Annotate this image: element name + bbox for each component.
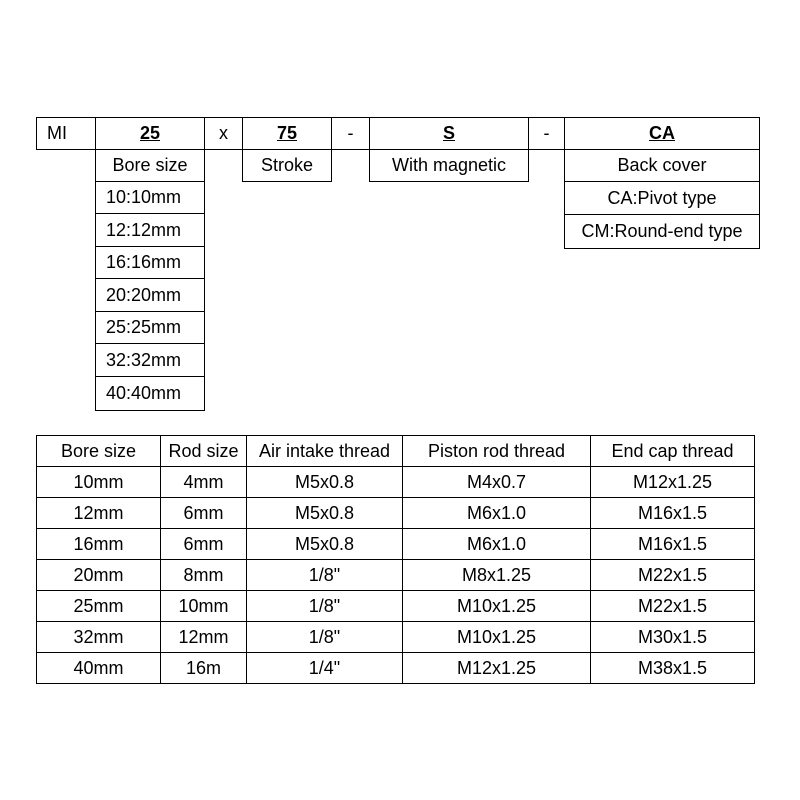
cell-rod-size: 4mm	[161, 467, 247, 498]
cell-end-cap-thread: M30x1.5	[591, 622, 755, 653]
model-x-separator: x	[204, 117, 243, 150]
bore-option: 40:40mm	[95, 376, 205, 411]
cell-air-intake-thread: M5x0.8	[247, 498, 403, 529]
cover-option-round-end: CM:Round-end type	[564, 214, 760, 249]
cell-bore-size: 32mm	[37, 622, 161, 653]
cell-air-intake-thread: 1/8"	[247, 591, 403, 622]
cell-rod-size: 10mm	[161, 591, 247, 622]
cell-end-cap-thread: M22x1.5	[591, 560, 755, 591]
cell-end-cap-thread: M16x1.5	[591, 498, 755, 529]
table-row	[37, 591, 755, 622]
bore-option: 16:16mm	[95, 246, 205, 279]
table-row	[37, 560, 755, 591]
bore-option: 20:20mm	[95, 278, 205, 312]
cell-bore-size: 12mm	[37, 498, 161, 529]
magnetic-label: With magnetic	[369, 149, 529, 182]
cell-end-cap-thread: M22x1.5	[591, 591, 755, 622]
table-row	[37, 529, 755, 560]
cell-bore-size: 40mm	[37, 653, 161, 684]
model-cover-code: CA	[564, 117, 760, 150]
bore-option: 10:10mm	[95, 181, 205, 214]
cell-end-cap-thread: M16x1.5	[591, 529, 755, 560]
spec-table-header-row	[37, 436, 755, 467]
cell-air-intake-thread: M5x0.8	[247, 529, 403, 560]
cover-option-pivot: CA:Pivot type	[564, 181, 760, 215]
col-header-piston-rod-thread: Piston rod thread	[403, 436, 591, 467]
back-cover-label: Back cover	[564, 149, 760, 182]
col-header-rod-size: Rod size	[161, 436, 247, 467]
cell-piston-rod-thread: M6x1.0	[403, 529, 591, 560]
table-row	[37, 498, 755, 529]
spec-table	[36, 435, 755, 684]
cell-piston-rod-thread: M10x1.25	[403, 622, 591, 653]
model-magnetic-code: S	[369, 117, 529, 150]
col-header-end-cap-thread: End cap thread	[591, 436, 755, 467]
col-header-bore-size: Bore size	[37, 436, 161, 467]
cell-end-cap-thread: M12x1.25	[591, 467, 755, 498]
cell-piston-rod-thread: M10x1.25	[403, 591, 591, 622]
cell-bore-size: 20mm	[37, 560, 161, 591]
col-header-air-intake-thread: Air intake thread	[247, 436, 403, 467]
cell-piston-rod-thread: M8x1.25	[403, 560, 591, 591]
model-prefix: MI	[36, 117, 96, 150]
cell-rod-size: 8mm	[161, 560, 247, 591]
bore-size-label: Bore size	[95, 149, 205, 182]
cell-rod-size: 6mm	[161, 498, 247, 529]
model-dash-1: -	[331, 117, 370, 150]
table-row	[37, 467, 755, 498]
bore-option: 25:25mm	[95, 311, 205, 344]
bore-option: 12:12mm	[95, 213, 205, 247]
table-row	[37, 622, 755, 653]
cell-piston-rod-thread: M4x0.7	[403, 467, 591, 498]
cell-rod-size: 16m	[161, 653, 247, 684]
cell-rod-size: 12mm	[161, 622, 247, 653]
model-dash-2: -	[528, 117, 565, 150]
cell-air-intake-thread: 1/8"	[247, 622, 403, 653]
model-bore-code: 25	[95, 117, 205, 150]
model-stroke-code: 75	[242, 117, 332, 150]
cell-end-cap-thread: M38x1.5	[591, 653, 755, 684]
table-row	[37, 653, 755, 684]
stroke-label: Stroke	[242, 149, 332, 182]
cell-rod-size: 6mm	[161, 529, 247, 560]
cell-air-intake-thread: 1/8"	[247, 560, 403, 591]
cell-air-intake-thread: M5x0.8	[247, 467, 403, 498]
cell-piston-rod-thread: M12x1.25	[403, 653, 591, 684]
cell-bore-size: 16mm	[37, 529, 161, 560]
cell-bore-size: 10mm	[37, 467, 161, 498]
cell-bore-size: 25mm	[37, 591, 161, 622]
cell-piston-rod-thread: M6x1.0	[403, 498, 591, 529]
bore-option: 32:32mm	[95, 343, 205, 377]
cell-air-intake-thread: 1/4"	[247, 653, 403, 684]
